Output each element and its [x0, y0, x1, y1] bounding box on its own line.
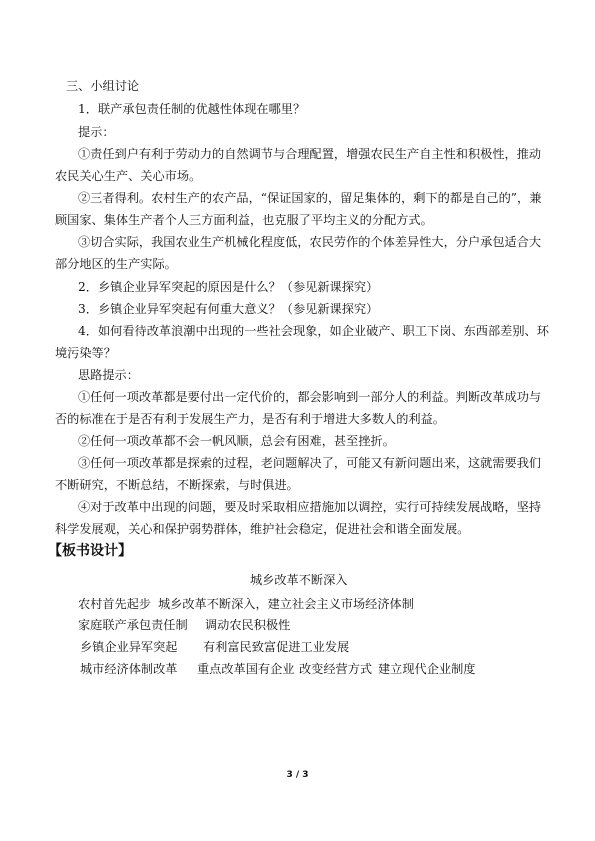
hint-label: 提示： — [78, 125, 115, 139]
board-row-4-left: 城市经济体制改革 — [80, 662, 178, 676]
board-row-3-left: 乡镇企业异军突起 — [80, 640, 178, 654]
hint-point-3-line-1: ③切合实际，我国农业生产机械化程度低，农民劳作的个体差异性大，分户承包适合大 — [78, 235, 542, 249]
board-center-title: 城乡改革不断深入 — [250, 573, 348, 587]
board-row-1-left: 农村首先起步 — [78, 597, 152, 611]
idea-point-1-line-1: ①任何一项改革都是要付出一定代价的，都会影响到一部分人的利益。判断改革成功与 — [78, 390, 542, 404]
question-4-line-1: 4．如何看待改革浪潮中出现的一些社会现象，如企业破产、职工下岗、东西部差别、环 — [78, 324, 549, 338]
hint-point-1-line-1: ①责任到户有利于劳动力的自然调节与合理配置，增强农民生产自主性和积极性，推动 — [78, 147, 542, 161]
question-3: 3．乡镇企业异军突起有何重大意义？（参见新课探究） — [78, 302, 379, 316]
board-row-4-item-2: 改变经营方式 — [299, 662, 373, 676]
idea-point-3-line-2: 不断研究，不断总结，不断探索，与时俱进。 — [55, 478, 299, 492]
hint-point-1-line-2: 农民关心生产、关心市场。 — [55, 169, 202, 183]
idea-point-4-line-1: ④对于改革中出现的问题，要及时采取相应措施加以调控，实行可持续发展战略，坚持 — [78, 500, 542, 514]
section-title: 三、小组讨论 — [66, 79, 140, 93]
idea-point-4-line-2: 科学发展观，关心和保护弱势群体，维护社会稳定，促进社会和谐全面发展。 — [55, 522, 470, 536]
board-row-2-left: 家庭联产承包责任制 — [78, 618, 188, 632]
idea-label: 思路提示： — [78, 368, 139, 382]
question-4-line-2: 境污染等？ — [55, 346, 116, 360]
question-1: 1．联产承包责任制的优越性体现在哪里？ — [78, 102, 306, 116]
idea-point-3-line-1: ③任何一项改革都是探索的过程，老问题解决了，可能又有新问题出来，这就需要我们 — [78, 456, 542, 470]
idea-point-1-line-2: 否的标准在于是否有利于发展生产力，是否有利于增进大多数人的利益。 — [55, 412, 445, 426]
board-row-1-right: 城乡改革不断深入，建立社会主义市场经济体制 — [158, 597, 414, 611]
board-row-2-right: 调动农民积极性 — [205, 618, 291, 632]
hint-point-2-line-1: ②三者得利。农村生产的农产品，“保证国家的，留足集体的，剩下的都是自己的”，兼 — [78, 191, 542, 205]
page-number: 3 / 3 — [286, 770, 309, 780]
idea-point-2: ②任何一项改革都不会一帆风顺，总会有困难，甚至挫折。 — [78, 434, 395, 448]
board-row-4-item-1: 重点改革国有企业 — [197, 662, 295, 676]
board-row-3-right: 有利富民致富促进工业发展 — [203, 640, 350, 654]
hint-point-2-line-2: 顾国家、集体生产者个人三方面利益，也克服了平均主义的分配方式。 — [55, 213, 433, 227]
hint-point-3-line-2: 部分地区的生产实际。 — [55, 257, 177, 271]
board-design-heading: 【板书设计】 — [48, 543, 132, 559]
question-2: 2．乡镇企业异军突起的原因是什么？（参见新课探究） — [78, 280, 379, 294]
board-row-4-item-3: 建立现代企业制度 — [378, 662, 476, 676]
